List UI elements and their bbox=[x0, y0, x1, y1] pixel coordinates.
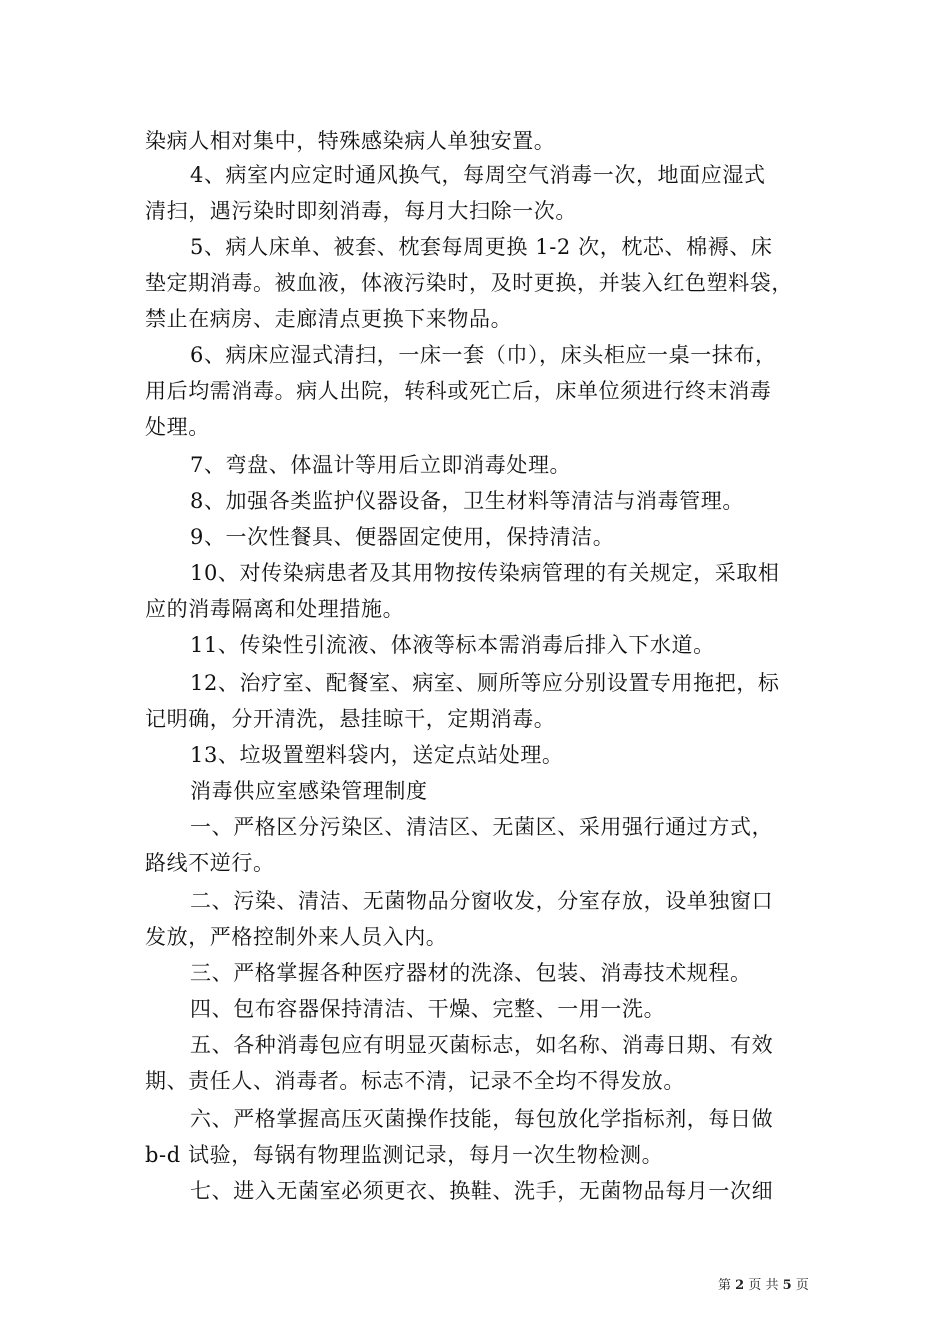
text-line: 期、责任人、消毒者。标志不清，记录不全均不得发放。 bbox=[145, 1069, 685, 1093]
text-line: 三、严格掌握各种医疗器材的洗涤、包装、消毒技术规程。 bbox=[190, 961, 752, 985]
text-line: 路线不逆行。 bbox=[145, 851, 275, 875]
text-line: 一、严格区分污染区、清洁区、无菌区、采用强行通过方式， bbox=[190, 815, 774, 839]
text-line: 应的消毒隔离和处理措施。 bbox=[145, 597, 405, 621]
text-line: 垫定期消毒。被血液，体液污染时，及时更换，并装入红色塑料袋， bbox=[145, 271, 793, 295]
text-line: 禁止在病房、走廊清点更换下来物品。 bbox=[145, 307, 513, 331]
text-line: 5、病人床单、被套、枕套每周更换 1-2 次，枕芯、棉褥、床 bbox=[190, 235, 773, 259]
text-line: 9、一次性餐具、便器固定使用，保持清洁。 bbox=[190, 525, 615, 549]
text-line: 七、进入无菌室必须更衣、换鞋、洗手，无菌物品每月一次细 bbox=[190, 1179, 774, 1203]
text-line: 发放，严格控制外来人员入内。 bbox=[145, 925, 448, 949]
text-line: 四、包布容器保持清洁、干燥、完整、一用一洗。 bbox=[190, 997, 666, 1021]
text-line: 13、垃圾置塑料袋内，送定点站处理。 bbox=[190, 743, 564, 767]
text-line: 清扫，遇污染时即刻消毒，每月大扫除一次。 bbox=[145, 199, 577, 223]
text-line: 二、污染、清洁、无菌物品分窗收发，分室存放，设单独窗口 bbox=[190, 889, 774, 913]
text-line: 4、病室内应定时通风换气，每周空气消毒一次，地面应湿式 bbox=[190, 163, 766, 187]
text-line: 7、弯盘、体温计等用后立即消毒处理。 bbox=[190, 453, 572, 477]
text-line: 8、加强各类监护仪器设备，卫生材料等清洁与消毒管理。 bbox=[190, 489, 744, 513]
text-line: 11、传染性引流液、体液等标本需消毒后排入下水道。 bbox=[190, 633, 715, 657]
text-line: 五、各种消毒包应有明显灭菌标志，如名称、消毒日期、有效 bbox=[190, 1033, 774, 1057]
text-line: 6、病床应湿式清扫，一床一套（巾），床头柜应一桌一抹布， bbox=[190, 343, 777, 367]
text-line: 染病人相对集中，特殊感染病人单独安置。 bbox=[145, 129, 556, 153]
current-page-number: 2 bbox=[735, 1278, 745, 1293]
text-line: b-d 试验，每锅有物理监测记录，每月一次生物检测。 bbox=[145, 1143, 664, 1167]
text-line: 用后均需消毒。病人出院，转科或死亡后，床单位须进行终末消毒 bbox=[145, 379, 772, 403]
text-line: 10、对传染病患者及其用物按传染病管理的有关规定，采取相 bbox=[190, 561, 780, 585]
text-line: 六、严格掌握高压灭菌操作技能，每包放化学指标剂，每日做 bbox=[190, 1107, 774, 1131]
text-line: 记明确，分开清洗，悬挂晾干，定期消毒。 bbox=[145, 707, 556, 731]
footer-prefix: 第 bbox=[718, 1278, 732, 1293]
total-page-number: 5 bbox=[782, 1278, 792, 1293]
section-title: 消毒供应室感染管理制度 bbox=[190, 779, 428, 803]
footer-middle: 页 共 bbox=[748, 1278, 779, 1293]
text-line: 12、治疗室、配餐室、病室、厕所等应分别设置专用拖把，标 bbox=[190, 671, 780, 695]
footer-suffix: 页 bbox=[795, 1278, 809, 1293]
page-number-footer bbox=[718, 1278, 809, 1294]
text-line: 处理。 bbox=[145, 415, 210, 439]
